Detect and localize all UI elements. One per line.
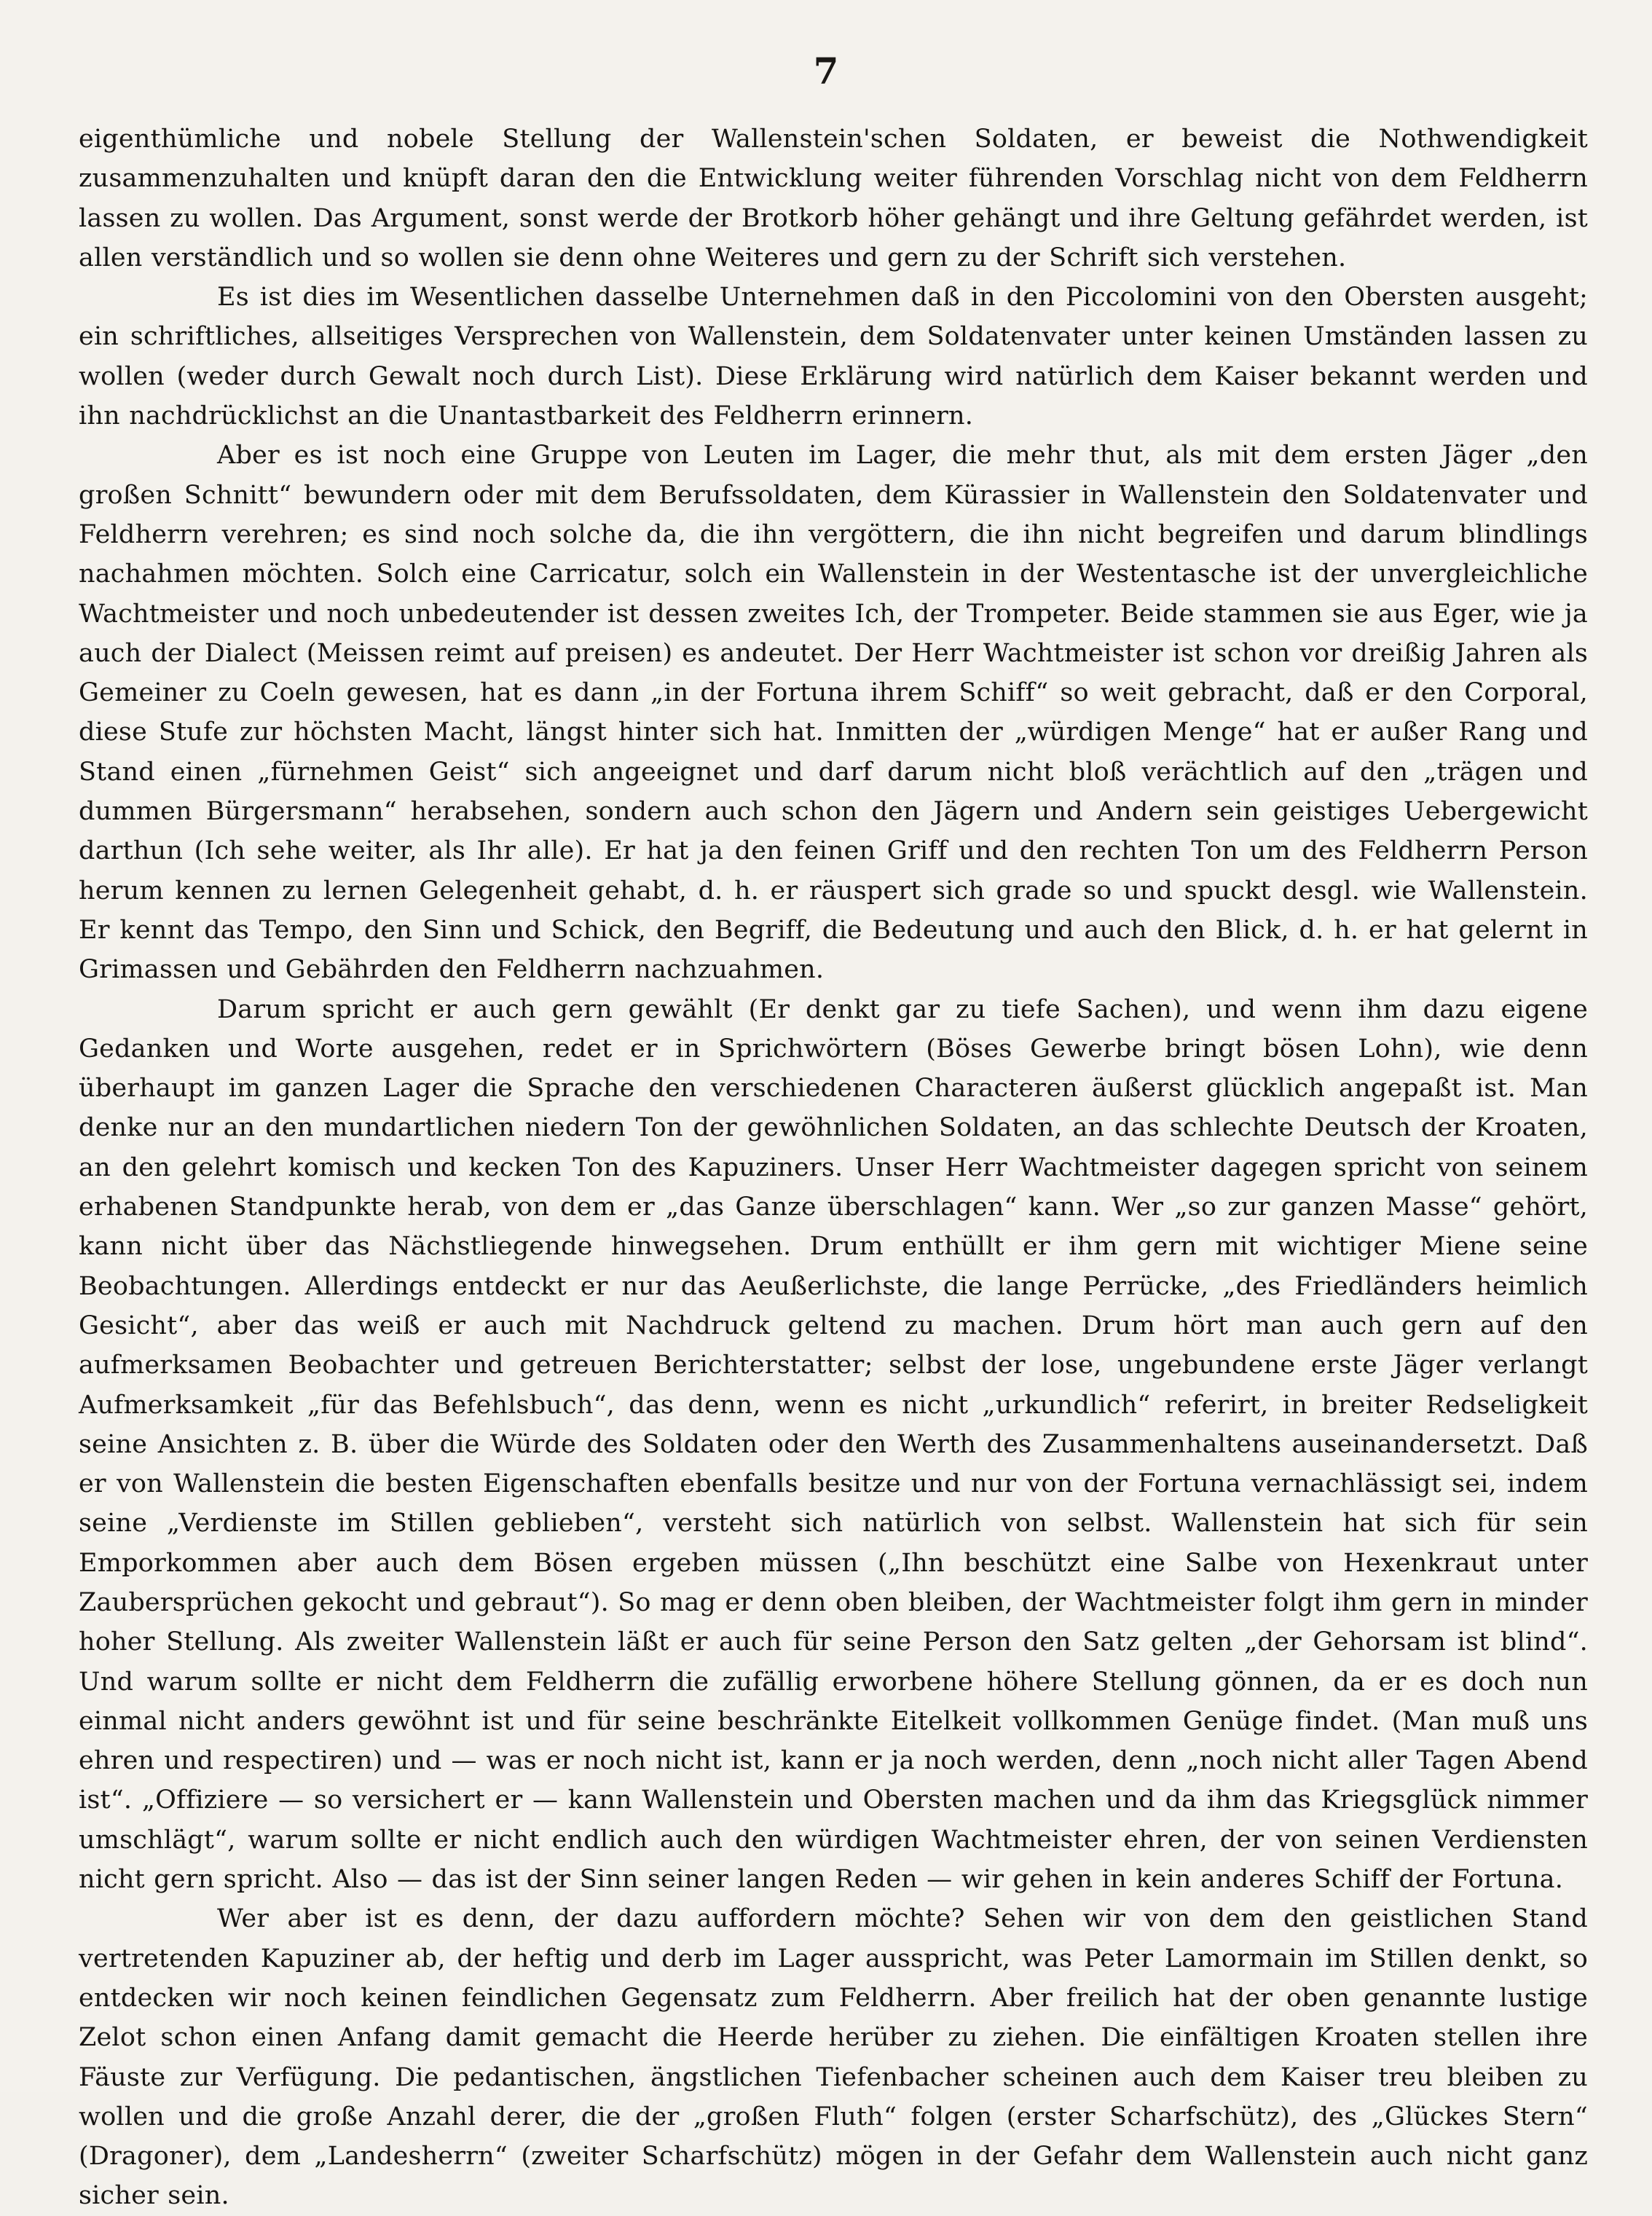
paragraph-5: Wer aber ist es denn, der dazu auffordern möchte? Sehen wir von dem den geistlichen Stand vertretenden Kapuziner ab, der heftig und derb im Lager ausspricht, was Peter Lamormain im Stillen denkt, so entdecken wir noch keinen feindlichen Gegensatz zum Feldherrn. Aber freilich hat der oben genannte lustige Zelot schon einen Anfang damit gemacht die Heerde herüber zu ziehen. Die einfältigen Kroaten stellen ihre Fäuste zur Verfügung. Die pedantischen, ängstlichen Tiefenbacher scheinen auch dem Kaiser treu bleiben zu wollen und die große Anzahl derer, die der „großen Fluth“ folgen (erster Scharfschütz), des „Glückes Stern“ (Dragoner), dem „Landesherrn“ (zweiter Scharfschütz) mögen in der Gefahr dem Wallenstein auch nicht ganz sicher sein.	[79, 1904, 1588, 2211]
paragraph-4: Darum spricht er auch gern gewählt (Er denkt gar zu tiefe Sachen), und wenn ihm dazu eigene Gedanken und Worte ausgehen, redet er in Sprichwörtern (Böses Gewerbe bringt bösen Lohn), wie denn überhaupt im ganzen Lager die Sprache den verschiedenen Characteren äußerst glücklich angepaßt ist. Man denke nur an den mundartlichen niedern Ton der gewöhnlichen Soldaten, an das schlechte Deutsch der Kroaten, an den gelehrt komisch und kecken Ton des Kapuziners. Unser Herr Wachtmeister dagegen spricht von seinem erhabenen Standpunkte herab, von dem er „das Ganze überschlagen“ kann. Wer „so zur ganzen Masse“ gehört, kann nicht über das Nächstliegende hinwegsehen. Drum enthüllt er ihm gern mit wichtiger Miene seine Beobachtungen. Allerdings entdeckt er nur das Aeußerlichste, die lange Perrücke, „des Friedländers heimlich Gesicht“, aber das weiß er auch mit Nachdruck geltend zu machen. Drum hört man auch gern auf den aufmerksamen Beobachter und getreuen Berichterstatter; selbst der lose, ungebundene erste Jäger verlangt Aufmerksamkeit „für das Befehlsbuch“, das denn, wenn es nicht „urkundlich“ referirt, in breiter Redseligkeit seine Ansichten z. B. über die Würde des Soldaten oder den Werth des Zusammenhaltens auseinandersetzt. Daß er von Wallenstein die besten Eigenschaften ebenfalls besitze und nur von der Fortuna vernachlässigt sei, indem seine „Verdienste im Stillen geblieben“, versteht sich natürlich von selbst. Wallenstein hat sich für sein Emporkommen aber auch dem Bösen ergeben müssen („Ihn beschützt eine Salbe von Hexenkraut unter Zaubersprüchen gekocht und gebraut“). So mag er denn oben bleiben, der Wachtmeister folgt ihm gern in minder hoher Stellung. Als zweiter Wallenstein läßt er auch für seine Person den Satz gelten „der Gehorsam ist blind“. Und warum sollte er nicht dem Feldherrn die zufällig erworbene höhere Stellung gönnen, da er es doch nun einmal nicht anders gewöhnt ist und für seine beschränkte Eitelkeit vollkommen Genüge findet. (Man muß uns ehren und respectiren) und — was er noch nicht ist, kann er ja noch werden, denn „noch nicht aller Tagen Abend ist“. „Offiziere — so versichert er — kann Wallenstein und Obersten machen und da ihm das Kriegsglück nimmer umschlägt“, warum sollte er nicht endlich auch den würdigen Wachtmeister ehren, der von seinen Verdiensten nicht gern spricht. Also — das ist der Sinn seiner langen Reden — wir gehen in kein anderes Schiff der Fortuna.	[79, 994, 1588, 1895]
paragraph-1: eigenthümliche und nobele Stellung der Wallenstein'schen Soldaten, er beweist die Nothwendigkeit zusammenzuhalten und knüpft daran den die Entwicklung weiter führenden Vorschlag nicht von dem Feldherrn lassen zu wollen. Das Argument, sonst werde der Brotkorb höher gehängt und ihre Geltung gefährdet werden, ist allen verständlich und so wollen sie denn ohne Weiteres und gern zu der Schrift sich verstehen.	[79, 125, 1588, 272]
paragraph-3: Aber es ist noch eine Gruppe von Leuten im Lager, die mehr thut, als mit dem ersten Jäger „den großen Schnitt“ bewundern oder mit dem Berufssoldaten, dem Kürassier in Wallenstein den Soldatenvater und Feldherrn verehren; es sind noch solche da, die ihn vergöttern, die ihn nicht begreifen und darum blindlings nachahmen möchten. Solch eine Carricatur, solch ein Wallenstein in der Westentasche ist der unvergleichliche Wachtmeister und noch unbedeutender ist dessen zweites Ich, der Trompeter. Beide stammen sie aus Eger, wie ja auch der Dialect (Meissen reimt auf preisen) es andeutet. Der Herr Wachtmeister ist schon vor dreißig Jahren als Gemeiner zu Coeln gewesen, hat es dann „in der Fortuna ihrem Schiff“ so weit gebracht, daß er den Corporal, diese Stufe zur höchsten Macht, längst hinter sich hat. Inmitten der „würdigen Menge“ hat er außer Rang und Stand einen „fürnehmen Geist“ sich angeeignet und darf darum nicht bloß verächtlich auf den „trägen und dummen Bürgersmann“ herabsehen, sondern auch schon den Jägern und Andern sein geistiges Uebergewicht darthun (Ich sehe weiter, als Ihr alle). Er hat ja den feinen Griff und den rechten Ton um des Feldherrn Person herum kennen zu lernen Gelegenheit gehabt, d. h. er räuspert sich grade so und spuckt desgl. wie Wallenstein. Er kennt das Tempo, den Sinn und Schick, den Begriff, die Bedeutung und auch den Blick, d. h. er hat gelernt in Grimassen und Gebährden den Feldherrn nachzuahmen.	[79, 441, 1588, 985]
paragraph-2: Es ist dies im Wesentlichen dasselbe Unternehmen daß in den Piccolomini von den Obersten ausgeht; ein schriftliches, allseitiges Versprechen von Wallenstein, dem Soldatenvater unter keinen Umständen lassen zu wollen (weder durch Gewalt noch durch List). Diese Erklärung wird natürlich dem Kaiser bekannt werden und ihn nachdrücklichst an die Unantastbarkeit des Feldherrn erinnern.	[79, 283, 1588, 431]
body-text	[79, 119, 1588, 2216]
page-number: 7	[813, 50, 839, 93]
